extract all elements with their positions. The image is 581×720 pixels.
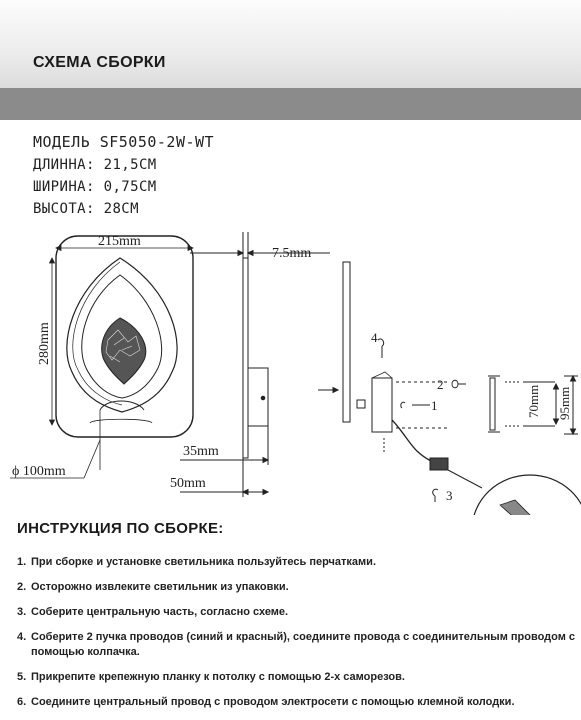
dim-50-label: 50mm [170,476,206,491]
list-item [17,695,579,710]
connector-detail-magnified [448,470,581,515]
list-item [17,670,579,685]
header-divider-bar [0,88,581,120]
header-band [0,0,581,88]
step-text: Соберите центральную часть, согласно схеме. [31,606,289,618]
list-item [17,605,579,620]
assembly-diagram [0,225,581,515]
step-number: 1. [17,556,27,568]
step-number: 2. [17,581,27,593]
mounting-exploded-view [318,262,578,502]
step-text: Прикрепите крепежную планку к потолку с помощью 2-х саморезов. [31,671,405,683]
spec-length: ДЛИННА: 21,5СМ [33,157,157,173]
dim-diameter-label: ϕ 100mm [12,464,66,479]
list-item [17,630,579,660]
callout-4: 4 [371,330,378,345]
callout-3: 3 [446,488,453,503]
step-number: 3. [17,606,27,618]
step-text: Соберите 2 пучка проводов (синий и красный), соедините провода с соединительным проводом с помощью колпачка. [31,631,576,658]
step-number: 5. [17,671,27,683]
step-text: При сборке и установке светильника пользуйтесь перчатками. [31,556,376,568]
spec-block [33,133,214,223]
dim-width-label: 215mm [98,234,141,249]
spec-height: ВЫСОТА: 28СМ [33,201,139,217]
spec-width: ШИРИНА: 0,75СМ [33,179,157,195]
step-number: 6. [17,696,27,708]
header [0,0,581,120]
list-item [17,555,579,570]
dim-depth-label: 7.5mm [272,246,312,261]
step-number: 4. [17,631,27,643]
list-item [17,580,579,595]
step-text: Осторожно извлеките светильник из упаковки. [31,581,289,593]
instructions-list [17,555,579,720]
dim-70-label: 70mm [526,384,541,418]
lamp-front-view [56,236,193,437]
step-text: Соедините центральный провод с проводом электросети с помощью клемной колодки. [31,696,515,708]
callout-1: 1 [431,398,438,413]
dim-95-label: 95mm [557,386,572,420]
dim-height-label: 280mm [37,322,52,365]
instructions-title: ИНСТРУКЦИЯ ПО СБОРКЕ: [17,520,224,537]
page-title: СХЕМА СБОРКИ [33,54,166,71]
model-label: МОДЕЛЬ SF5050-2W-WT [33,133,215,151]
callout-2: 2 [437,377,444,392]
dim-35-label: 35mm [183,444,219,459]
